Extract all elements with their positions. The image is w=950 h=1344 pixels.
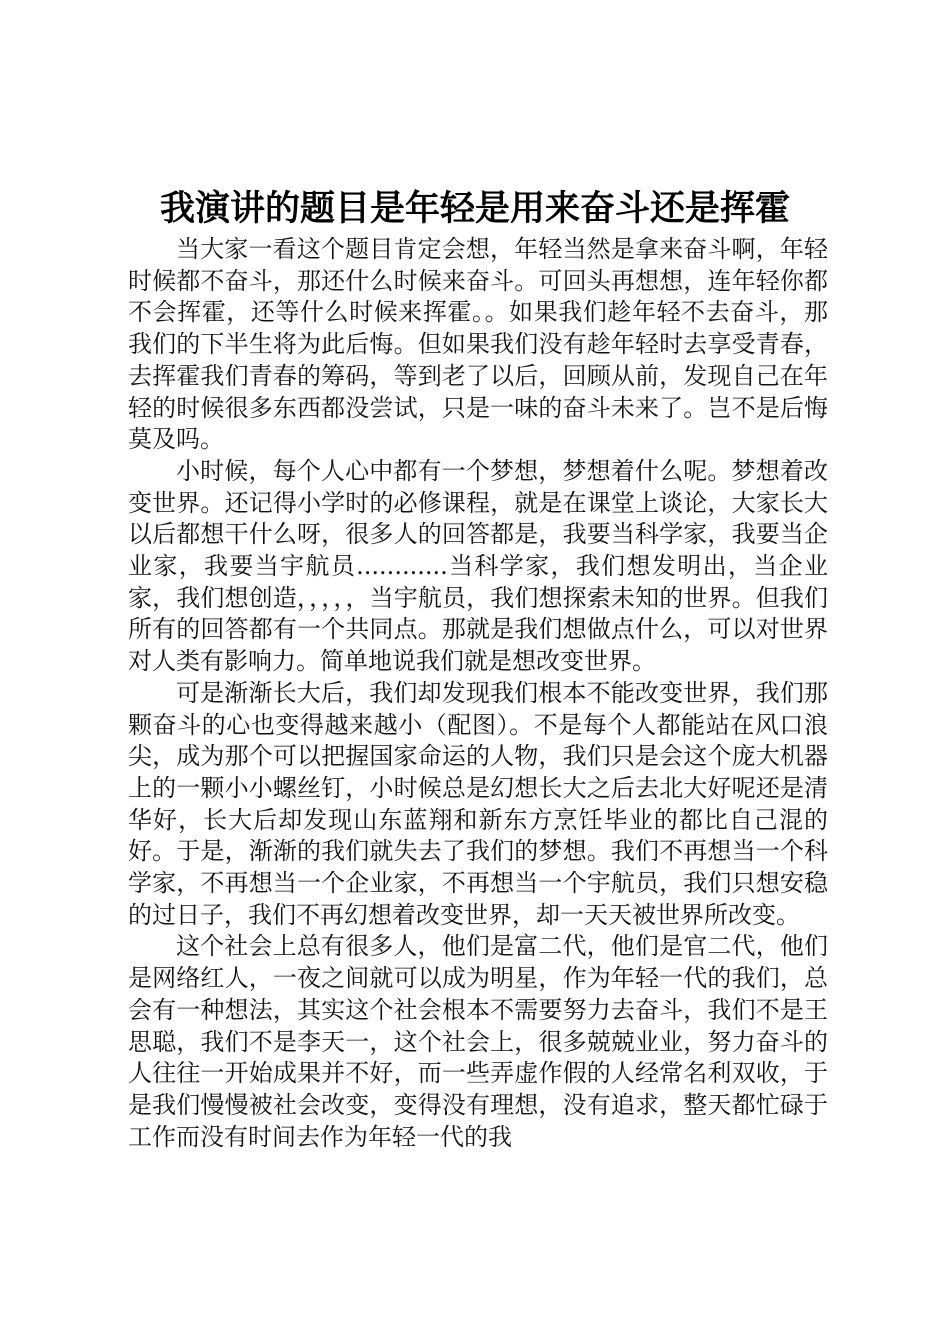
- document-body: [128, 234, 828, 1153]
- paragraph-3: 可是渐渐长大后，我们却发现我们根本不能改变世界，我们那颗奋斗的心也变得越来越小（配图）。不是每个人都能站在风口浪尖，成为那个可以把握国家命运的人物，我们只是会这个庞大机器上的一颗小小螺丝钉，小时候总是幻想长大之后去北大好呢还是清华好，长大后却发现山东蓝翔和新东方烹饪毕业的都比自己混的好。于是，渐渐的我们就失去了我们的梦想。我们不再想当一个科学家，不再想当一个企业家，不再想当一个宇航员，我们只想安稳的过日子，我们不再幻想着改变世界，却一天天被世界所改变。: [128, 678, 828, 929]
- paragraph-4: 这个社会上总有很多人，他们是富二代，他们是官二代，他们是网络红人，一夜之间就可以成为明星，作为年轻一代的我们，总会有一种想法，其实这个社会根本不需要努力去奋斗，我们不是王思聪，我们不是李天一，这个社会上，很多兢兢业业，努力奋斗的人往往一开始成果并不好，而一些弄虚作假的人经常名利双收，于是我们慢慢被社会改变，变得没有理想，没有追求，整天都忙碌于工作而没有时间去作为年轻一代的我: [128, 932, 828, 1151]
- paragraph-2: 小时候，每个人心中都有一个梦想，梦想着什么呢。梦想着改变世界。还记得小学时的必修课程，就是在课堂上谈论，大家长大以后都想干什么呀，很多人的回答都是，我要当科学家，我要当企业家，我要当宇航员............当科学家，我们想发明出，当企业家，我们想创造，，，，，当宇航员，我们想探索未知的世界。但我们所有的回答都有一个共同点。那就是我们想做点什么，可以对世界对人类有影响力。简单地说我们就是想改变世界。: [128, 456, 828, 676]
- document-title: 我演讲的题目是年轻是用来奋斗还是挥霍: [159, 188, 790, 229]
- paragraph-1: 当大家一看这个题目肯定会想，年轻当然是拿来奋斗啊，年轻时候都不奋斗，那还什么时候来奋斗。可回头再想想，连年轻你都不会挥霍，还等什么时候来挥霍。。如果我们趁年轻不去奋斗，那我们的下半生将为此后悔。但如果我们没有趁年轻时去享受青春，去挥霍我们青春的筹码，等到老了以后，回顾从前，发现自己在年轻的时候很多东西都没尝试，只是一味的奋斗未来了。岂不是后悔莫及吗。: [128, 235, 828, 454]
